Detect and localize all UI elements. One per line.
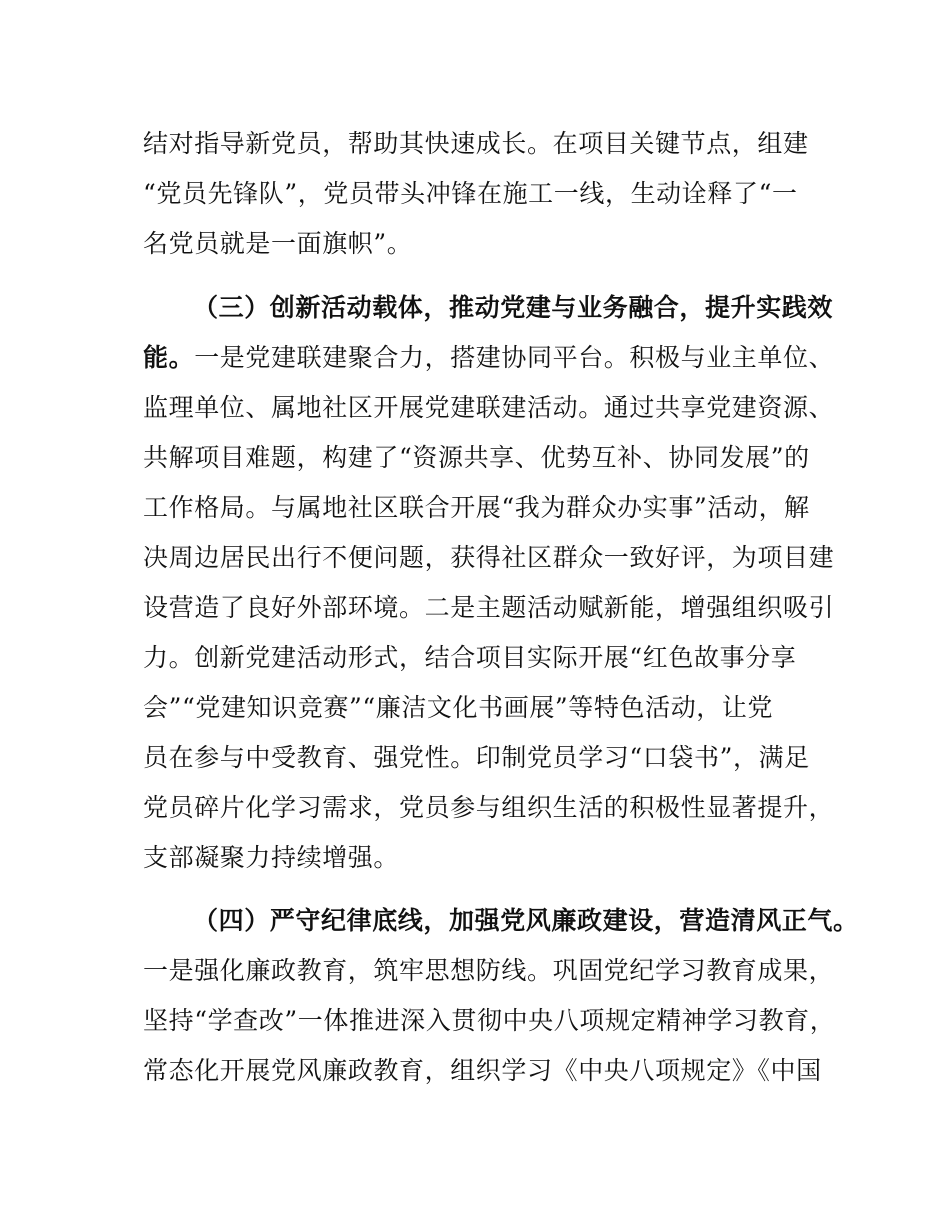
p2-line-6: 决周边居民出行不便问题，获得社区群众一致好评，为项目建 [143, 543, 835, 572]
p2-heading: （三）创新活动载体，推动党建与业务融合，提升实践效 [193, 293, 834, 322]
p2-line-12: 支部凝聚力持续增强。 [143, 843, 400, 872]
p2-line-7: 设营造了良好外部环境。二是主题活动赋新能，增强组织吸引 [143, 593, 835, 622]
p2-line-4: 共解项目难题，构建了“资源共享、优势互补、协同发展”的 [143, 443, 810, 472]
p3-heading: （四）严守纪律底线，加强党风廉政建设，营造清风正气。 [193, 906, 859, 935]
p2-line-5: 工作格局。与属地社区联合开展“我为群众办实事”活动，解 [143, 493, 810, 522]
p3-line-2: 一是强化廉政教育，筑牢思想防线。巩固党纪学习教育成果， [143, 956, 835, 985]
p2-line-11: 党员碎片化学习需求，党员参与组织生活的积极性显著提升， [143, 793, 835, 822]
p2-line-8: 力。创新党建活动形式，结合项目实际开展“红色故事分享 [143, 643, 797, 672]
p1-line-1: 结对指导新党员，帮助其快速成长。在项目关键节点，组建 [143, 129, 809, 158]
p2-heading-tail: 能。 [143, 343, 195, 372]
p2-line-3: 监理单位、属地社区开展党建联建活动。通过共享党建资源、 [143, 393, 835, 422]
p2-line-9: 会”“党建知识竞赛”“廉洁文化书画展”等特色活动，让党 [143, 693, 774, 722]
p3-line-3: 坚持“学查改”一体推进深入贯彻中央八项规定精神学习教育， [143, 1006, 836, 1035]
p2-line-2-rest: 一是党建联建聚合力，搭建协同平台。积极与业主单位、 [194, 343, 835, 372]
p1-line-2: “党员先锋队”，党员带头冲锋在施工一线，生动诠释了“一 [143, 179, 798, 208]
p1-line-3: 名党员就是一面旗帜”。 [143, 229, 413, 258]
p2-line-2 [143, 342, 843, 374]
p3-line-4: 常态化开展党风廉政教育，组织学习《中央八项规定》《中国 [143, 1056, 822, 1085]
p2-line-10: 员在参与中受教育、强党性。印制党员学习“口袋书”，满足 [143, 743, 810, 772]
